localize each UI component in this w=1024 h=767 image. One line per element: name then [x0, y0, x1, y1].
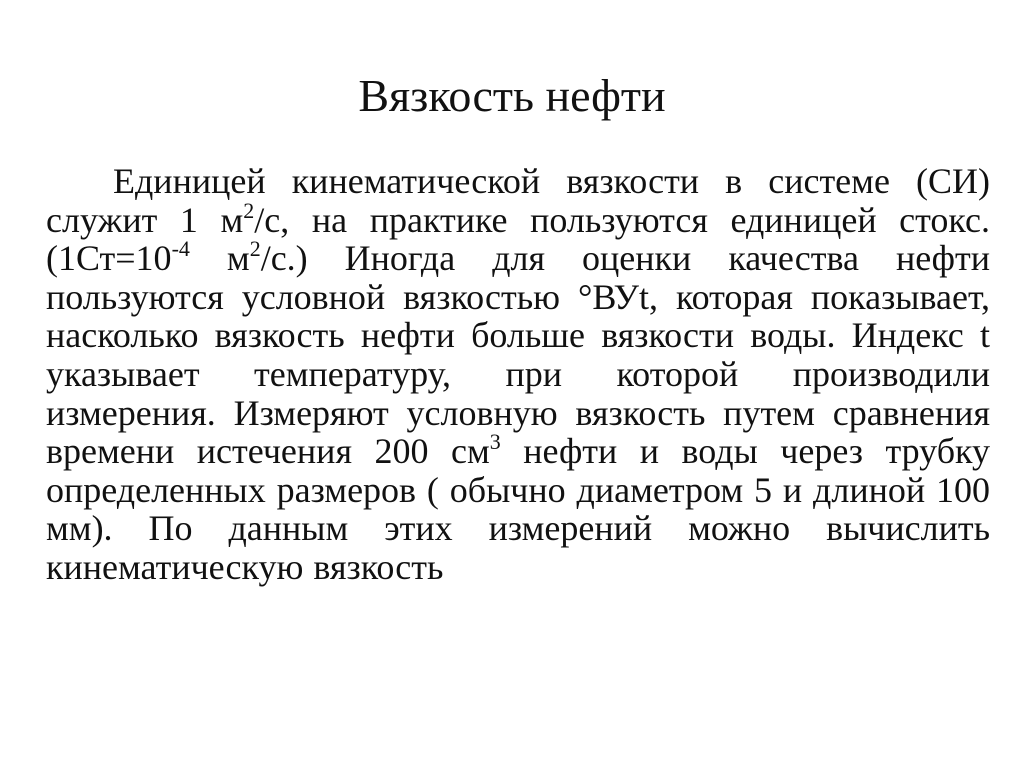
text-run: Единицей кинематической вязкости в системе (СИ) служит 1 м [46, 161, 990, 240]
superscript: 2 [249, 236, 261, 262]
text-run: м [189, 238, 250, 279]
superscript: -4 [171, 236, 190, 262]
text-run: /с.) Иногда для оценки качества нефти пользуются условной вязкостью °ВУt, которая показывает, насколько вязкость нефти больше вязкости воды. Индекс t указывает температуру, при которой производили измерения. Измеряют условную вязкость путем сравнения времени истечения 200 см [46, 238, 991, 472]
superscript: 3 [489, 429, 501, 455]
superscript: 2 [243, 197, 255, 223]
text-run: нефти и воды через трубку определенных размеров ( обычно диаметром 5 и длиной 100 мм). По данным этих измерений можно вычислить кинематическую вязкость [46, 431, 990, 587]
slide-title: Вязкость нефти [358, 70, 666, 121]
body-paragraph [46, 162, 990, 587]
text-run: /с, на практике пользуются единицей стокс. (1Ст=10 [46, 199, 990, 279]
